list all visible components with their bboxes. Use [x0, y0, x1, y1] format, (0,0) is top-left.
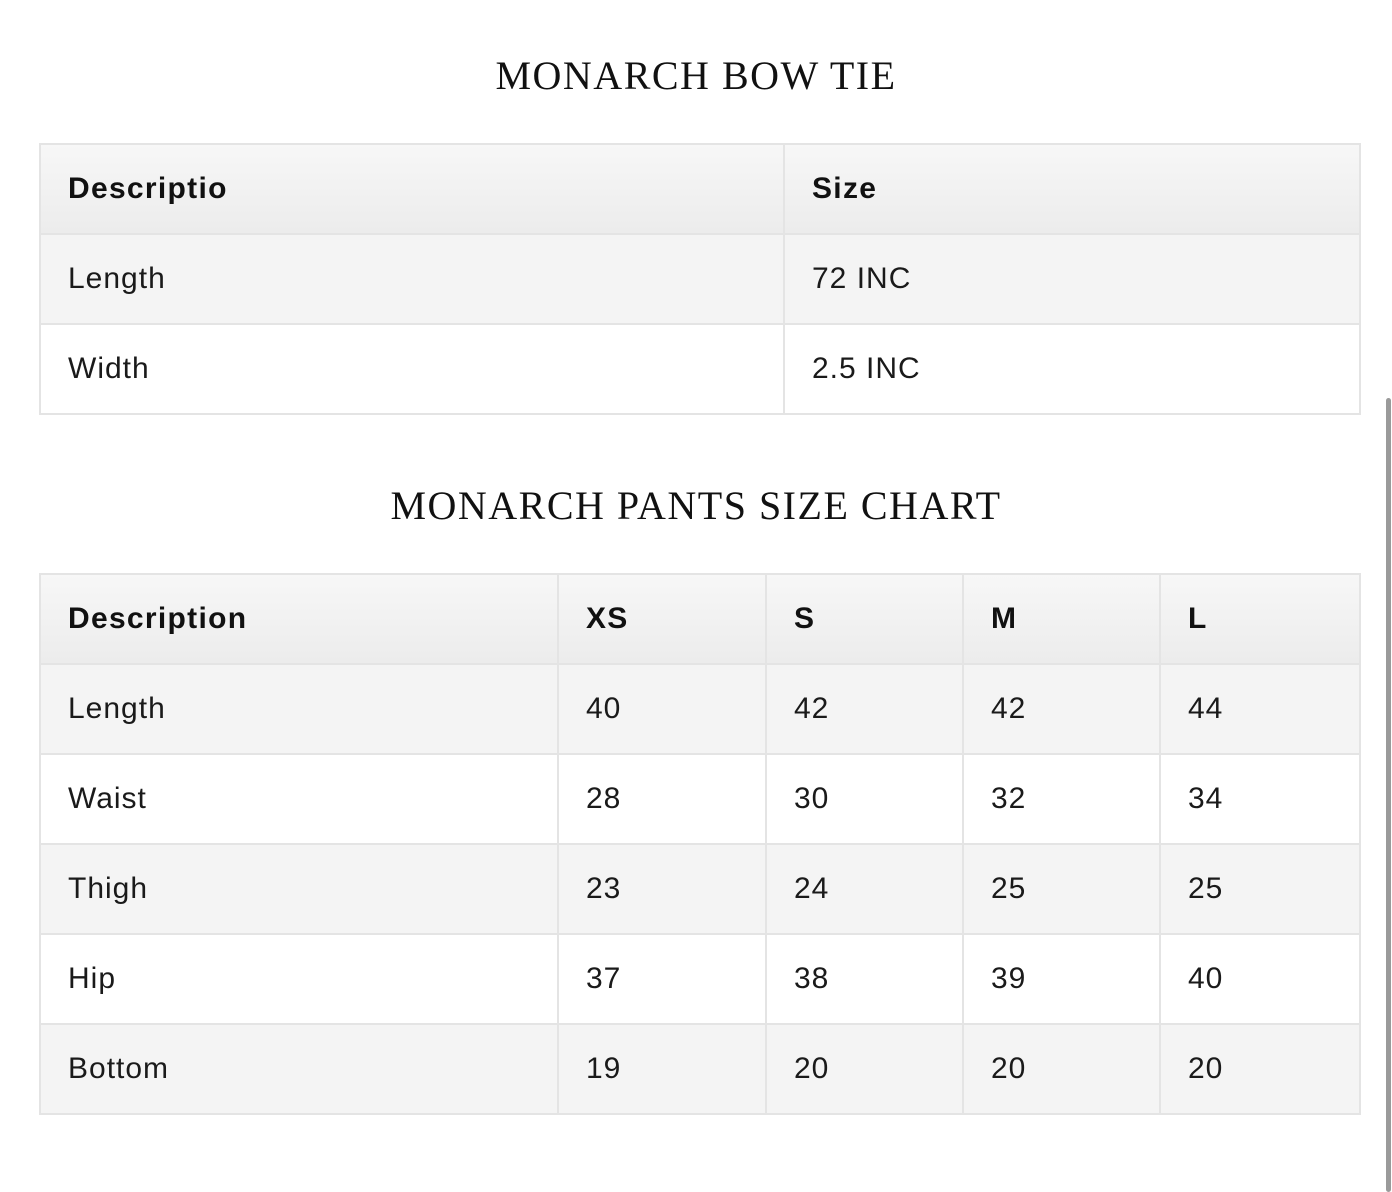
table-cell: 24 — [766, 844, 963, 934]
column-header-size: Size — [784, 144, 1360, 234]
bow-tie-size-table — [39, 143, 1361, 415]
table-row — [40, 664, 1360, 754]
table-cell: 40 — [1160, 934, 1360, 1024]
table-cell: 44 — [1160, 664, 1360, 754]
table-row — [40, 934, 1360, 1024]
table-cell: 28 — [558, 754, 766, 844]
table-cell: 23 — [558, 844, 766, 934]
table-cell: 38 — [766, 934, 963, 1024]
column-header-description: Description — [40, 574, 558, 664]
table-cell: 42 — [963, 664, 1160, 754]
row-label-hip: Hip — [40, 934, 558, 1024]
size-value: 72 INC — [784, 234, 1360, 324]
vertical-scrollbar[interactable] — [1386, 398, 1391, 1192]
table-row — [40, 324, 1360, 414]
row-label-width: Width — [40, 324, 784, 414]
table-row — [40, 1024, 1360, 1114]
row-label-thigh: Thigh — [40, 844, 558, 934]
pants-size-chart-title: MONARCH PANTS SIZE CHART — [390, 483, 1002, 528]
table-header-row — [40, 574, 1360, 664]
table-row — [40, 234, 1360, 324]
table-cell: 37 — [558, 934, 766, 1024]
column-header-l: L — [1160, 574, 1360, 664]
column-header-description: Descriptio — [40, 144, 784, 234]
row-label-length: Length — [40, 234, 784, 324]
row-label-bottom: Bottom — [40, 1024, 558, 1114]
column-header-xs: XS — [558, 574, 766, 664]
bow-tie-title: MONARCH BOW TIE — [495, 53, 897, 98]
table-cell: 25 — [1160, 844, 1360, 934]
table-row — [40, 844, 1360, 934]
table-cell: 32 — [963, 754, 1160, 844]
table-row — [40, 754, 1360, 844]
table-cell: 30 — [766, 754, 963, 844]
table-cell: 20 — [766, 1024, 963, 1114]
table-cell: 40 — [558, 664, 766, 754]
table-cell: 20 — [1160, 1024, 1360, 1114]
row-label-waist: Waist — [40, 754, 558, 844]
size-value: 2.5 INC — [784, 324, 1360, 414]
row-label-length: Length — [40, 664, 558, 754]
table-header-row — [40, 144, 1360, 234]
table-cell: 42 — [766, 664, 963, 754]
column-header-s: S — [766, 574, 963, 664]
table-cell: 39 — [963, 934, 1160, 1024]
table-cell: 19 — [558, 1024, 766, 1114]
table-cell: 34 — [1160, 754, 1360, 844]
column-header-m: M — [963, 574, 1160, 664]
pants-size-table — [39, 573, 1361, 1115]
table-cell: 25 — [963, 844, 1160, 934]
table-cell: 20 — [963, 1024, 1160, 1114]
